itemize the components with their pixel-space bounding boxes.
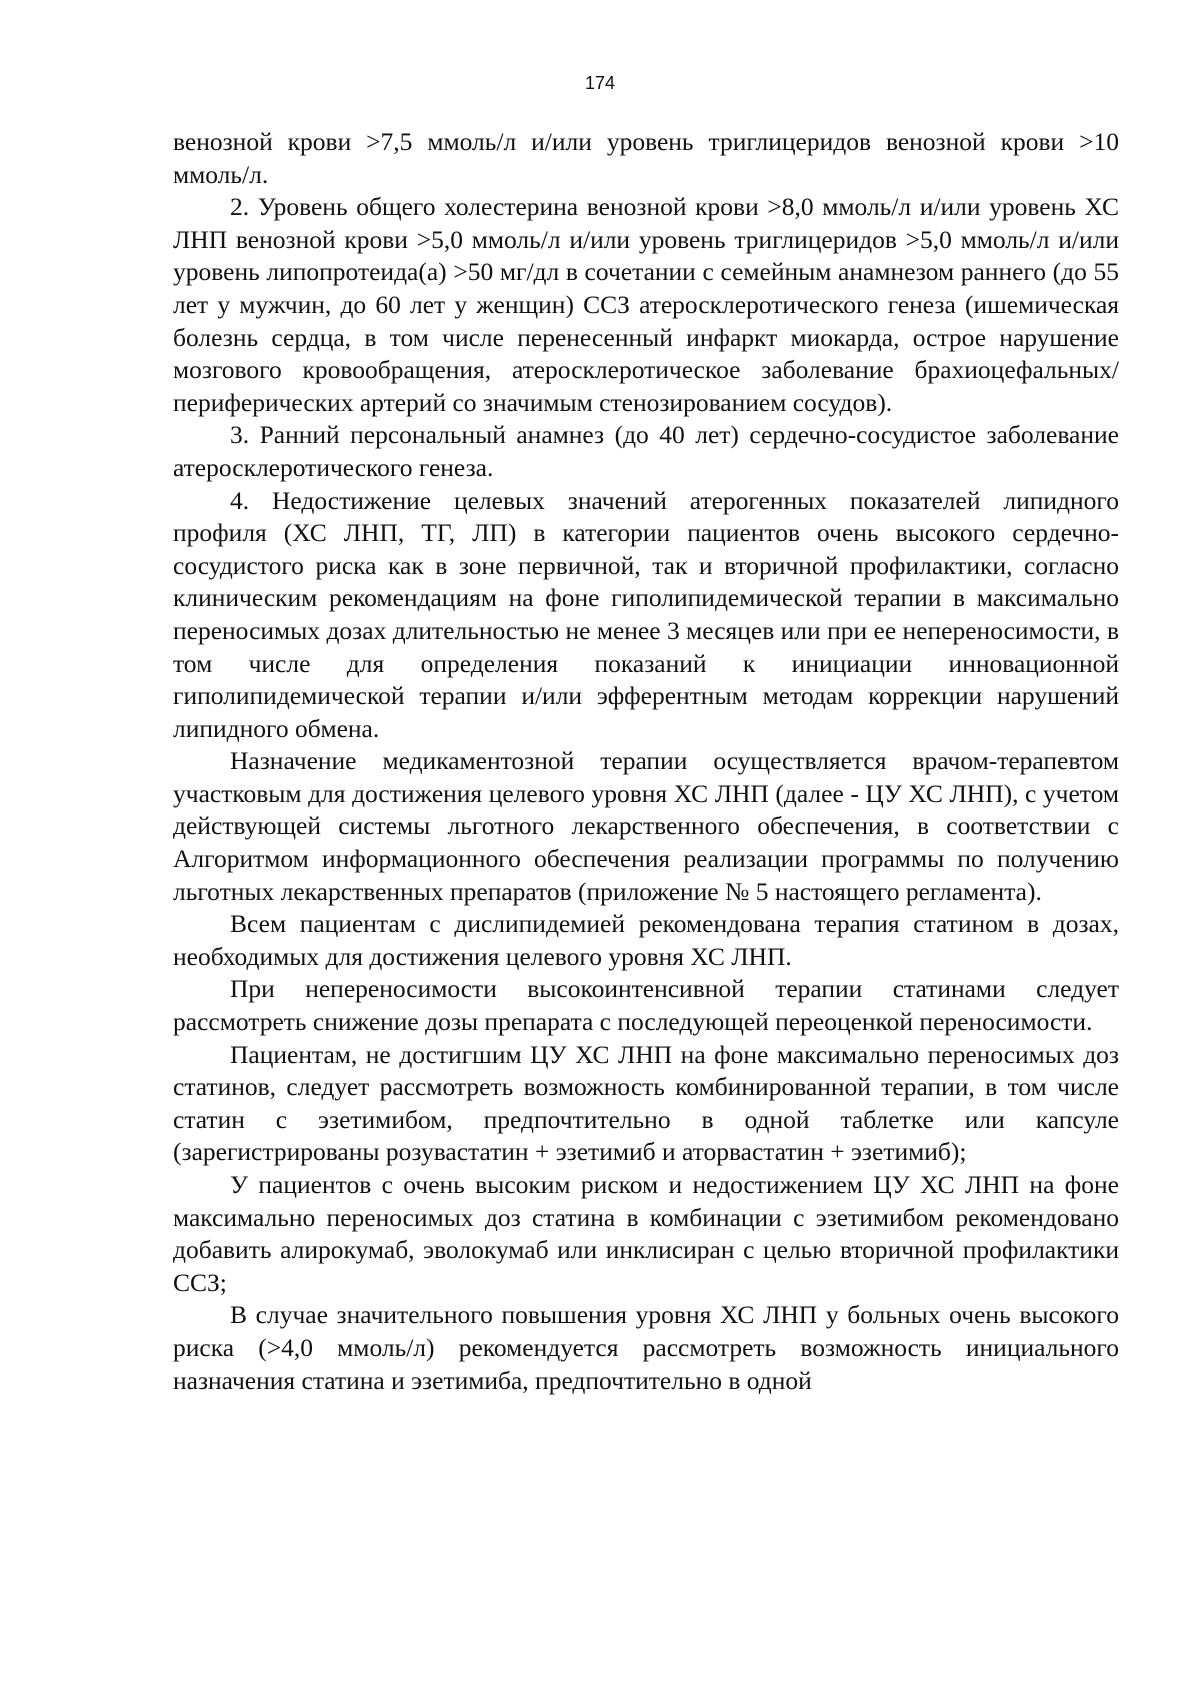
paragraph-criterion-4: 4. Недостижение целевых значений атерогенных показателей липидного профиля (ХС ЛНП, ТГ, ЛП) в категории пациентов очень высокого сердечно-сосудистого риска как в зоне первичной, так и вторичной профилактики, согласно клиническим рекомендациям на фоне гиполипидемической терапии в максимально переносимых дозах длительностью не менее 3 месяцев или при ее непереносимости, в том числе для определения показаний к инициации инновационной гиполипидемической терапии и/или эфферентным методам коррекции нарушений липидного обмена. <box>173 485 1119 743</box>
paragraph-criterion-3: 3. Ранний персональный анамнез (до 40 лет) сердечно-сосудистое заболевание атеросклеротического генеза. <box>173 420 1119 482</box>
page-number: 174 <box>584 73 616 93</box>
paragraph-intolerance: При непереносимости высокоинтенсивной терапии статинами следует рассмотреть снижение дозы препарата с последующей переоценкой переносимости. <box>173 974 1119 1037</box>
paragraph-criterion-2: 2. Уровень общего холестерина венозной крови >8,0 ммоль/л и/или уровень ХС ЛНП венозной крови >5,0 ммоль/л и/или уровень триглицеридов >5,0 ммоль/л и/или уровень липопротеида(а) >50 мг/дл в сочетании с семейным анамнезом раннего (до 55 лет у мужчин, до 60 лет у женщин) ССЗ атеросклеротического генеза (ишемическая болезнь сердца, в том числе перенесенный инфаркт миокарда, острое нарушение мозгового кровообращения, атеросклеротическое заболевание брахиоцефальных/ периферических артерий со значимым стенозированием сосудов). <box>173 192 1119 417</box>
paragraph-very-high-risk: У пациентов с очень высоким риском и недостижением ЦУ ХС ЛНП на фоне максимально переносимых доз статина в комбинации с эзетимибом рекомендовано добавить алирокумаб, эволокумаб или инклисиран с целью вторичной профилактики ССЗ; <box>173 1170 1119 1297</box>
paragraph-statin-therapy: Всем пациентам с дислипидемией рекомендована терапия статином в дозах, необходимых для достижения целевого уровня ХС ЛНП. <box>173 909 1119 971</box>
paragraph-therapy-assignment: Назначение медикаментозной терапии осуществляется врачом-терапевтом участковым для достижения целевого уровня ХС ЛНП (далее - ЦУ ХС ЛНП), с учетом действующей системы льготного лекарственного обеспечения, в соответствии с Алгоритмом информационного обеспечения реализации программы по получению льготных лекарственных препаратов (приложение № 5 настоящего регламента). <box>173 746 1119 906</box>
paragraph-continuation: венозной крови >7,5 ммоль/л и/или уровень триглицеридов венозной крови >10 ммоль/л. <box>173 127 1119 189</box>
document-body <box>173 126 1119 1397</box>
paragraph-combination-therapy: Пациентам, не достигшим ЦУ ХС ЛНП на фоне максимально переносимых доз статинов, следует рассмотреть возможность комбинированной терапии, в том числе статин с эзетимибом, предпочтительно в одной таблетке или капсуле (зарегистрированы розувастатин + эзетимиб и аторвастатин + эзетимиб); <box>173 1039 1119 1167</box>
paragraph-initial-combination: В случае значительного повышения уровня ХС ЛНП у больных очень высокого риска (>4,0 ммоль/л) рекомендуется рассмотреть возможность инициального назначения статина и эзетимиба, предпочтительно в одной <box>173 1300 1119 1395</box>
